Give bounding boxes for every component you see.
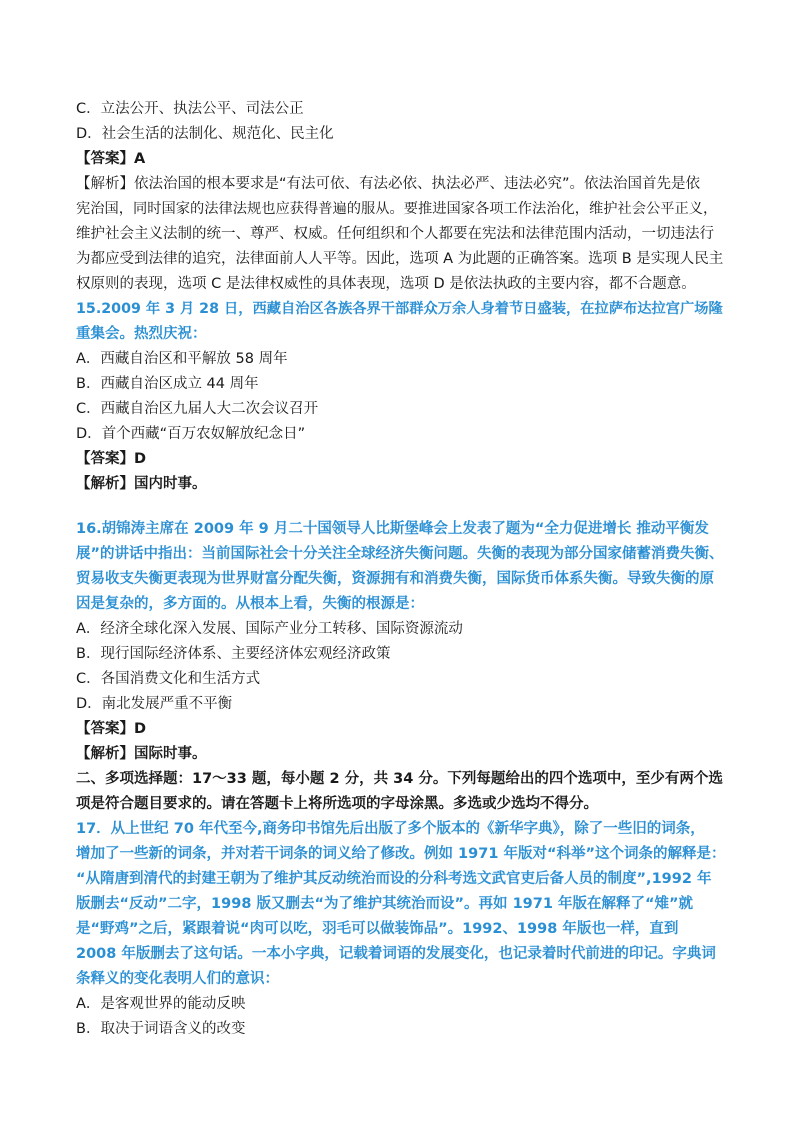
q15-option-a: A．西藏自治区和平解放 58 周年 <box>76 351 288 367</box>
q17-option-a: A．是客观世界的能动反映 <box>76 996 246 1012</box>
q15-option-c: C．西藏自治区九届人大二次会议召开 <box>76 401 319 417</box>
q17-question-line: “从隋唐到清代的封建王朝为了维护其反动统治而设的分科考选文武官吏后备人员的制度”,1992 年 <box>76 871 712 887</box>
q17-question-line: 增加了一些新的词条，并对若干词条的词义给了修改。例如 1971 年版对“科举”这个词条的解释是： <box>76 846 726 862</box>
q15-question-line: 15.2009 年 3 月 28 日，西藏自治区各族各界干部群众万余人身着节日盛装，在拉萨布达拉宫广场隆 <box>76 301 723 317</box>
q15-analysis: 【解析】国内时事。 <box>76 476 207 492</box>
q17-question-line: 是“野鸡”之后，紧跟着说“肉可以吃，羽毛可以做装饰品”。1992、1998 年版也一样，直到 <box>76 921 679 937</box>
q16-question-line: 16.胡锦涛主席在 2009 年 9 月二十国领导人比斯堡峰会上发表了题为“全力促进增长 推动平衡发 <box>76 521 709 537</box>
q16-option-b: B．现行国际经济体系、主要经济体宏观经济政策 <box>76 646 391 662</box>
q17-question-line: 条释义的变化表明人们的意识： <box>76 971 279 987</box>
q16-option-a: A．经济全球化深入发展、国际产业分工转移、国际资源流动 <box>76 621 463 637</box>
q17-option-b: B．取决于词语含义的改变 <box>76 1021 246 1037</box>
q17-question-line: 版删去“反动”二字，1998 版又删去“为了维护其统治而设”。再如 1971 年版在解释了“雉”就 <box>76 896 694 912</box>
q14-analysis-line: 维护社会主义法制的统一、尊严、权威。任何组织和个人都要在宪法和法律范围内活动，一切违法行 <box>76 226 714 242</box>
q14-analysis-line: 【解析】依法治国的根本要求是“有法可依、有法必依、执法必严、违法必究”。依法治国首先是依 <box>76 176 701 192</box>
q14-analysis-line: 权原则的表现，选项 C 是法律权威性的具体表现，选项 D 是依法执政的主要内容，都不合题意。 <box>76 276 696 292</box>
q16-question-line: 展”的讲话中指出：当前国际社会十分关注全球经济失衡问题。失衡的表现为部分国家储蓄消费失衡、 <box>76 546 724 562</box>
q15-option-d: D．首个西藏“百万农奴解放纪念日” <box>76 426 306 442</box>
q14-answer: 【答案】A <box>76 151 146 167</box>
q17-question-line: 17．从上世纪 70 年代至今,商务印书馆先后出版了多个版本的《新华字典》，除了一些旧的词条， <box>76 821 705 837</box>
q16-option-c: C．各国消费文化和生活方式 <box>76 671 261 687</box>
q17-question-line: 2008 年版删去了这句话。一本小字典，记载着词语的发展变化，也记录着时代前进的印记。字典词 <box>76 946 716 962</box>
section2-heading-line: 项是符合题目要求的。请在答题卡上将所选项的字母涂黑。多选或少选均不得分。 <box>76 796 598 812</box>
q16-question-line: 贸易收支失衡更表现为世界财富分配失衡，资源拥有和消费失衡，国际货币体系失衡。导致失衡的原 <box>76 571 714 587</box>
q16-analysis: 【解析】国际时事。 <box>76 746 207 762</box>
q14-option-c: C．立法公开、执法公平、司法公正 <box>76 101 304 117</box>
q14-analysis-line: 宪治国，同时国家的法律法规也应获得普遍的服从。要推进国家各项工作法治化，维护社会公平正义， <box>76 201 718 217</box>
q16-answer: 【答案】D <box>76 721 147 737</box>
q14-analysis-line: 为都应受到法律的追究，法律面前人人平等。因此，选项 A 为此题的正确答案。选项 B 是实现人民主 <box>76 251 724 267</box>
q16-option-d: D．南北发展严重不平衡 <box>76 696 233 712</box>
q14-option-d: D．社会生活的法制化、规范化、民主化 <box>76 126 334 142</box>
q15-answer: 【答案】D <box>76 451 147 467</box>
q15-option-b: B．西藏自治区成立 44 周年 <box>76 376 259 392</box>
q16-question-line: 因是复杂的，多方面的。从根本上看，失衡的根源是： <box>76 596 424 612</box>
section2-heading-line: 二、多项选择题：17～33 题，每小题 2 分，共 34 分。下列每题给出的四个选项中，至少有两个选 <box>76 771 723 787</box>
q15-question-line: 重集会。热烈庆祝： <box>76 326 207 342</box>
